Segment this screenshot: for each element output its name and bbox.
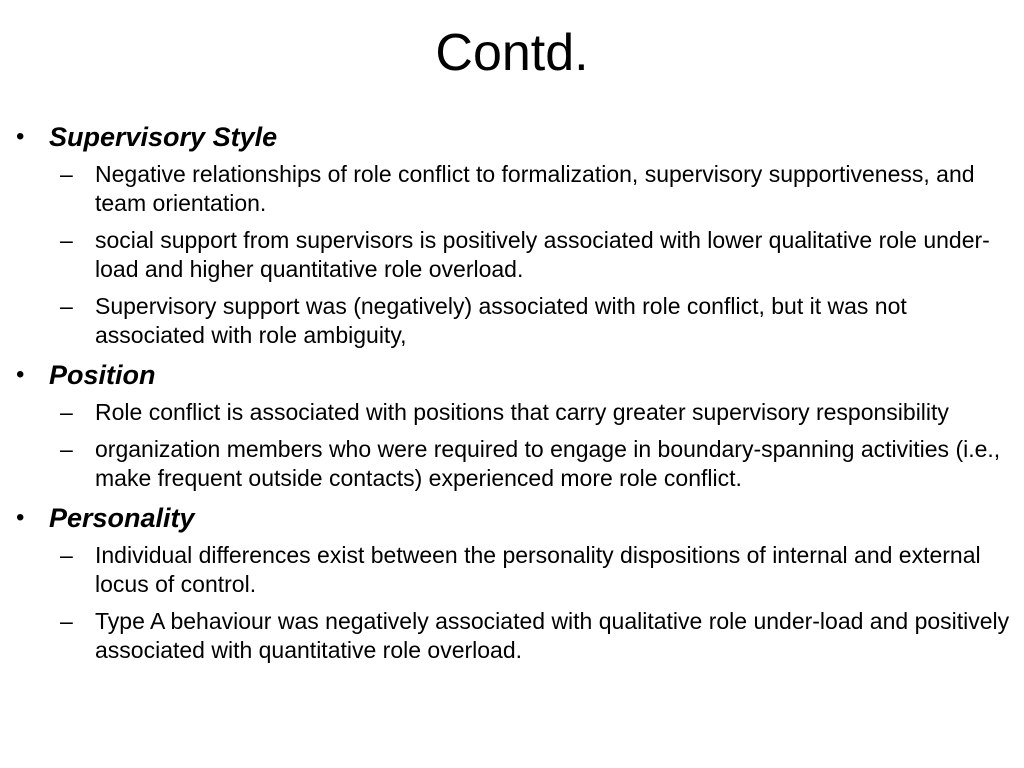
section-heading [16, 358, 1011, 392]
dash-icon: – [60, 161, 73, 187]
list-item-text: Type A behaviour was negatively associated with qualitative role under-load and positively associated with quantitative role overload. [95, 608, 1010, 663]
list-item-text: Role conflict is associated with positions that carry greater supervisory responsibility [95, 399, 949, 425]
list-item [16, 160, 1011, 218]
list-item-text: organization members who were required to engage in boundary-spanning activities (i.e., make frequent outside contacts) experienced more role conflict. [95, 436, 1001, 491]
dash-icon: – [60, 542, 73, 568]
sub-list [16, 541, 1011, 665]
section-heading [16, 120, 1011, 154]
list-item [16, 541, 1011, 599]
list-item-text: Individual differences exist between the personality dispositions of internal and external locus of control. [95, 542, 981, 597]
list-item-text: Negative relationships of role conflict to formalization, supervisory supportiveness, and team orientation. [95, 161, 975, 216]
section-supervisory-style [16, 120, 1011, 350]
sub-list [16, 160, 1011, 350]
slide-title: Contd. [435, 24, 589, 82]
dash-icon: – [60, 399, 73, 425]
dash-icon: – [60, 436, 73, 462]
bullet-icon: • [16, 123, 25, 150]
list-item-text: Supervisory support was (negatively) associated with role conflict, but it was not associated with role ambiguity, [95, 293, 907, 348]
list-item-text: social support from supervisors is positively associated with lower qualitative role under-load and higher quantitative role overload. [95, 227, 990, 282]
section-heading-text: Personality [49, 503, 195, 533]
section-personality [16, 501, 1011, 665]
list-item [16, 398, 1011, 427]
bullet-icon: • [16, 361, 25, 388]
section-heading [16, 501, 1011, 535]
list-item [16, 607, 1011, 665]
section-heading-text: Supervisory Style [49, 122, 278, 152]
section-position [16, 358, 1011, 493]
dash-icon: – [60, 608, 73, 634]
sub-list [16, 398, 1011, 493]
section-heading-text: Position [49, 360, 156, 390]
list-item [16, 292, 1011, 350]
list-item [16, 435, 1011, 493]
bullet-icon: • [16, 504, 25, 531]
slide-content [16, 120, 1011, 673]
dash-icon: – [60, 227, 73, 253]
list-item [16, 226, 1011, 284]
dash-icon: – [60, 293, 73, 319]
